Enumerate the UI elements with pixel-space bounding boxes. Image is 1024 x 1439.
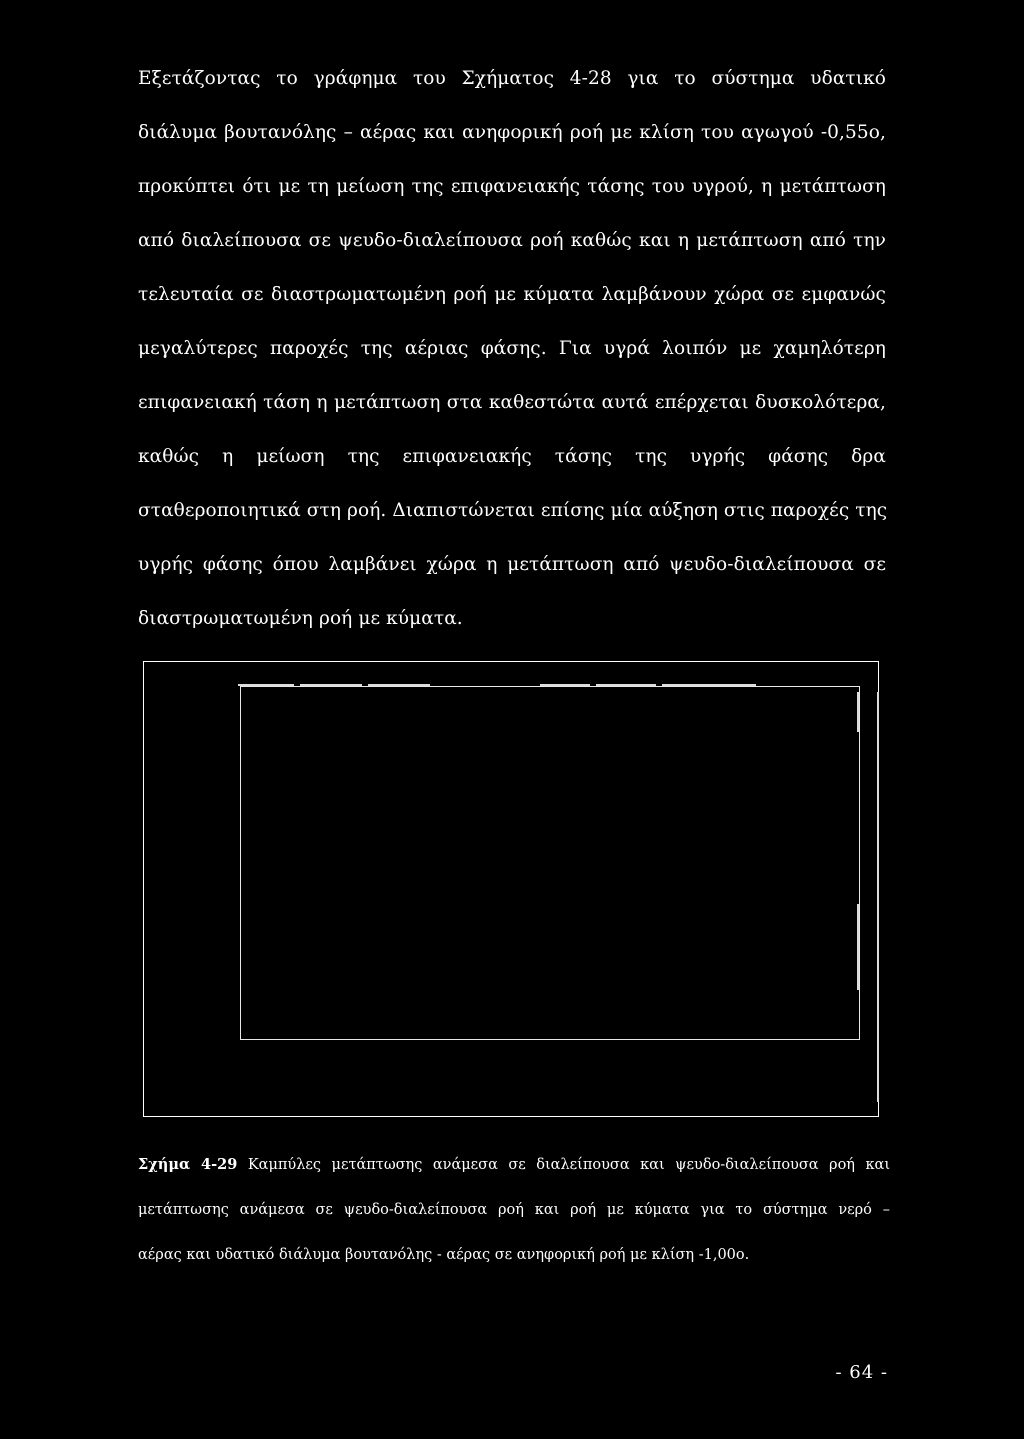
paragraph-line: υγρής φάσης όπου λαμβάνει χώρα η μετάπτωση από ψευδο-διαλείπουσα σε: [138, 554, 886, 575]
figure-dash-line: [596, 684, 656, 686]
paragraph-line: επιφανειακή τάση η μετάπτωση στα καθεστώτα αυτά επέρχεται δυσκολότερα,: [138, 392, 886, 413]
caption-line: μετάπτωσης ανάμεσα σε ψευδο-διαλείπουσα ροή και ροή με κύματα για το σύστημα νερό –: [138, 1202, 890, 1218]
figure-dash-line: [368, 684, 430, 686]
figure-dash-line: [540, 684, 590, 686]
paragraph-line: προκύπτει ότι με τη μείωση της επιφανειακής τάσης του υγρού, η μετάπτωση: [138, 176, 886, 197]
figure-dash-line: [300, 684, 362, 686]
caption-line: [138, 1142, 890, 1188]
figure-dash-line: [662, 684, 756, 686]
paragraph-line: μεγαλύτερες παροχές της αέριας φάσης. Για υγρά λοιπόν με χαμηλότερη: [138, 338, 886, 359]
figure-tick-line: [857, 692, 859, 732]
caption-text: Καμπύλες μετάπτωσης ανάμεσα σε διαλείπουσα και ψευδο-διαλείπουσα ροή και: [247, 1157, 891, 1173]
paragraph-line: διάλυμα βουτανόλης – αέρας και ανηφορική ροή με κλίση του αγωγού -0,55ο,: [138, 122, 886, 143]
caption-label: Σχήμα 4-29: [138, 1156, 238, 1173]
figure-dash-line: [238, 684, 294, 686]
figure-plot-area: [240, 686, 860, 1040]
figure-caption: [138, 1142, 890, 1278]
paragraph-line: τελευταία σε διαστρωματωμένη ροή με κύματα λαμβάνουν χώρα σε εμφανώς: [138, 284, 886, 305]
figure-tick-line: [857, 904, 859, 990]
figure-tick-line: [877, 692, 879, 1102]
paragraph-line: διαστρωματωμένη ροή με κύματα.: [138, 608, 463, 629]
page-number: - 64 -: [835, 1362, 888, 1383]
paragraph-line: από διαλείπουσα σε ψευδο-διαλείπουσα ροή καθώς και η μετάπτωση από την: [138, 230, 886, 251]
body-paragraph: [138, 52, 886, 646]
paragraph-line: καθώς η μείωση της επιφανειακής τάσης της υγρής φάσης δρα: [138, 446, 886, 467]
caption-line: αέρας και υδατικό διάλυμα βουτανόλης - αέρας σε ανηφορική ροή με κλίση -1,00ο.: [138, 1247, 750, 1263]
paragraph-line: Εξετάζοντας το γράφημα του Σχήματος 4-28 για το σύστημα υδατικό: [138, 68, 886, 89]
paragraph-line: σταθεροποιητικά στη ροή. Διαπιστώνεται επίσης μία αύξηση στις παροχές της: [138, 500, 888, 521]
